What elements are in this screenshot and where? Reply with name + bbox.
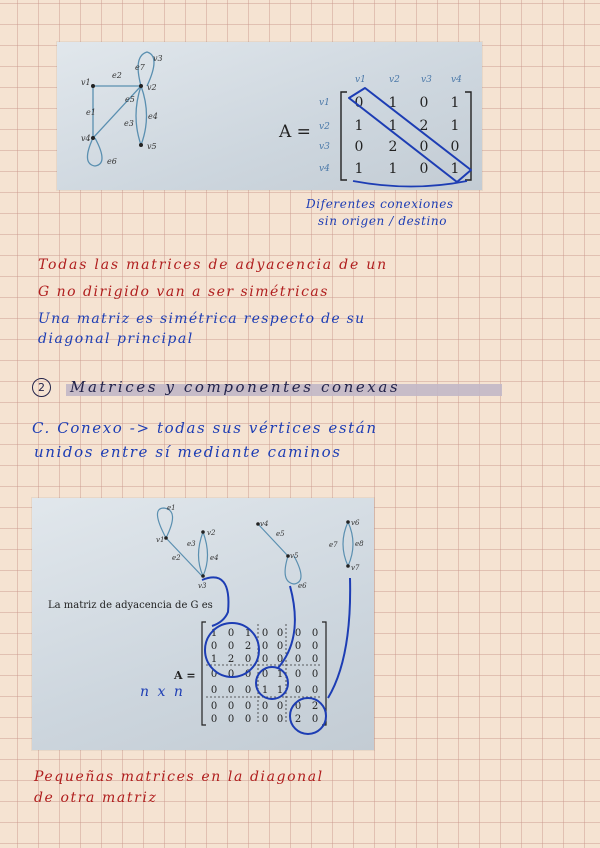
- matrix2-cell: 1: [210, 628, 218, 639]
- graph1-label: e1: [86, 108, 96, 117]
- graph1-label: e7: [135, 63, 145, 72]
- matrix2-cell: 0: [276, 654, 284, 665]
- matrix2-cell: 0: [294, 654, 302, 665]
- matrix2-cell: 0: [210, 714, 218, 725]
- definition-line: C. Conexo -> todas sus vértices están: [32, 419, 378, 437]
- matrix1-cell: 2: [388, 139, 398, 155]
- graph2-label: e5: [276, 530, 285, 538]
- matrix2-cell: 1: [261, 685, 269, 696]
- matrix2-cell: 0: [244, 685, 252, 696]
- graph-diagram-1: [57, 42, 482, 190]
- footer-line: Pequeñas matrices en la diagonal: [34, 769, 324, 785]
- matrix2-cell: 0: [311, 641, 319, 652]
- matrix2-cell: 1: [276, 685, 284, 696]
- graph1-label: e4: [148, 112, 158, 121]
- bracket-mark: [353, 181, 467, 187]
- graph2-label: v4: [260, 520, 269, 528]
- matrix2-cell: 0: [294, 701, 302, 712]
- matrix1-row-label: v3: [319, 142, 330, 152]
- matrix2-cell: 1: [276, 669, 284, 680]
- matrix2-cell: 1: [210, 654, 218, 665]
- graph2-label: e2: [172, 554, 181, 562]
- matrix1-cell: 1: [388, 161, 398, 177]
- matrix2-cell: 0: [227, 685, 235, 696]
- graph2-label: e8: [355, 540, 364, 548]
- footer-line: de otra matriz: [34, 790, 158, 806]
- matrix1-cell: 1: [354, 118, 364, 134]
- graph2-label: v2: [207, 529, 216, 537]
- section-number-circle: [32, 378, 51, 397]
- matrix2-cell: 0: [276, 628, 284, 639]
- matrix1-cell: 0: [354, 139, 364, 155]
- matrix1-row-label: v1: [319, 98, 330, 108]
- matrix2-label: A =: [174, 669, 196, 682]
- matrix2-cell: 2: [311, 701, 319, 712]
- matrix1-cell: 1: [450, 95, 460, 111]
- matrix1-row-label: v2: [319, 122, 330, 132]
- matrix2-cell: 0: [276, 714, 284, 725]
- graph1-label: v2: [147, 83, 157, 92]
- graph2-label: e6: [298, 582, 307, 590]
- matrix1-col-label: v4: [451, 75, 462, 85]
- graph2-label: e3: [187, 540, 196, 548]
- matrix2-cell: 0: [311, 628, 319, 639]
- graph2-label: v6: [351, 519, 360, 527]
- matrix2-cell: 0: [244, 701, 252, 712]
- matrix1-label: A =: [279, 122, 311, 142]
- matrix1-cell: 2: [419, 118, 429, 134]
- matrix1-cell: 1: [450, 161, 460, 177]
- matrix2-cell: 0: [227, 641, 235, 652]
- graph2-label: v5: [290, 552, 299, 560]
- note-line: Todas las matrices de adyacencia de un: [38, 257, 388, 273]
- matrix2-cell: 0: [244, 714, 252, 725]
- section-number: 2: [38, 381, 45, 394]
- graph1-label: v1: [81, 78, 91, 87]
- graph1-label: e6: [107, 157, 117, 166]
- matrix2-caption: La matriz de adyacencia de G es: [48, 600, 213, 611]
- matrix2-cell: 2: [294, 714, 302, 725]
- matrix2-cell: 0: [244, 669, 252, 680]
- matrix2-cell: 0: [276, 641, 284, 652]
- matrix2-cell: 0: [294, 685, 302, 696]
- graph-figure-2: [32, 498, 374, 750]
- matrix2-cell: 0: [311, 654, 319, 665]
- graph1-label: e3: [124, 119, 134, 128]
- graph2-label: v1: [156, 536, 165, 544]
- note-line: diagonal principal: [38, 331, 194, 347]
- matrix2-cell: 2: [227, 654, 235, 665]
- matrix2-cell: 0: [244, 654, 252, 665]
- graph1-label: v5: [147, 142, 157, 151]
- graph1-label: v3: [153, 54, 163, 63]
- graph2-label: v3: [198, 582, 207, 590]
- matrix2-cell: 0: [294, 628, 302, 639]
- matrix2-cell: 0: [210, 641, 218, 652]
- matrix2-cell: 0: [227, 701, 235, 712]
- matrix1-cell: 1: [450, 118, 460, 134]
- graph1-label: e2: [112, 71, 122, 80]
- graph1-label: e5: [125, 95, 135, 104]
- graph-diagram-2: [32, 498, 374, 750]
- matrix-size-note: n x n: [140, 684, 185, 700]
- matrix1-cell: 1: [388, 95, 398, 111]
- matrix2-cell: 0: [261, 669, 269, 680]
- matrix1-col-label: v2: [389, 75, 400, 85]
- matrix1-col-label: v3: [421, 75, 432, 85]
- matrix1-cell: 0: [419, 139, 429, 155]
- matrix1-cell: 1: [354, 161, 364, 177]
- matrix1-col-label: v1: [355, 75, 366, 85]
- graph2-label: e7: [329, 541, 338, 549]
- matrix2-cell: 0: [261, 714, 269, 725]
- graph2-label: v7: [351, 564, 360, 572]
- matrix2-cell: 0: [276, 701, 284, 712]
- graph-figure-1: [57, 42, 482, 190]
- matrix2-cell: 0: [210, 685, 218, 696]
- matrix2-cell: 0: [210, 701, 218, 712]
- annotation-line: Diferentes conexiones: [306, 197, 454, 211]
- matrix2-cell: 0: [311, 714, 319, 725]
- matrix1-cell: 0: [419, 161, 429, 177]
- matrix2-cell: 1: [244, 628, 252, 639]
- section-title: Matrices y componentes conexas: [70, 378, 401, 396]
- matrix2-cell: 2: [244, 641, 252, 652]
- annotation-line: sin origen / destino: [318, 214, 448, 228]
- matrix1-cell: 0: [450, 139, 460, 155]
- matrix1-cell: 1: [388, 118, 398, 134]
- matrix2-cell: 0: [311, 669, 319, 680]
- matrix2-cell: 0: [227, 628, 235, 639]
- matrix2-cell: 0: [261, 641, 269, 652]
- note-line: Una matriz es simétrica respecto de su: [38, 311, 366, 327]
- matrix2-cell: 0: [311, 685, 319, 696]
- matrix2-cell: 0: [227, 669, 235, 680]
- graph2-label: e4: [210, 554, 219, 562]
- matrix2-cell: 0: [294, 669, 302, 680]
- matrix1-row-label: v4: [319, 164, 330, 174]
- matrix2-cell: 0: [261, 654, 269, 665]
- matrix1-cell: 0: [354, 95, 364, 111]
- matrix2-cell: 0: [210, 669, 218, 680]
- graph1-label: v4: [81, 134, 91, 143]
- matrix1-cell: 0: [419, 95, 429, 111]
- matrix2-cell: 0: [261, 701, 269, 712]
- matrix2-cell: 0: [261, 628, 269, 639]
- matrix2-cell: 0: [294, 641, 302, 652]
- definition-line: unidos entre sí mediante caminos: [34, 443, 342, 461]
- graph2-label: e1: [167, 504, 176, 512]
- note-line: G no dirigido van a ser simétricas: [38, 284, 329, 300]
- matrix2-cell: 0: [227, 714, 235, 725]
